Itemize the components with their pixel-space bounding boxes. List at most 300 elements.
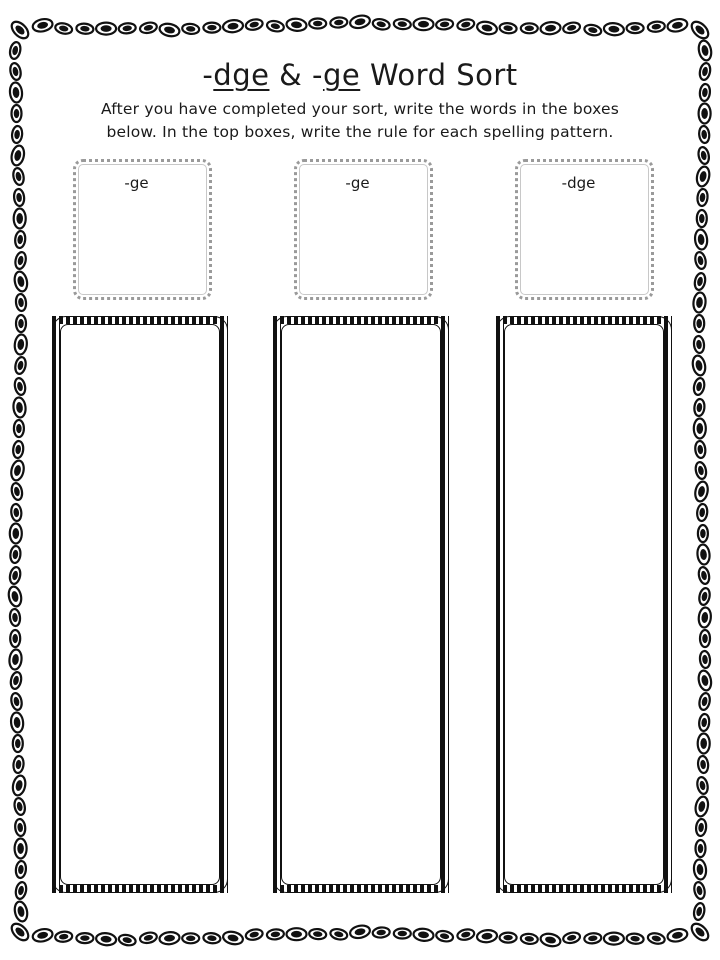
border-bead: [159, 931, 180, 945]
title-pattern-dge: dge: [213, 58, 270, 92]
border-bead: [694, 795, 710, 817]
border-bead-dot: [13, 464, 22, 476]
border-bead-dot: [524, 936, 534, 942]
border-bead-dot: [701, 674, 710, 686]
border-bead-dot: [697, 423, 704, 434]
instructions-line-2: below. In the top boxes, write the rule for each spelling pattern.: [106, 123, 614, 141]
border-bead: [13, 756, 25, 774]
border-bead-dot: [18, 298, 24, 308]
border-bead: [562, 21, 581, 34]
border-bead-dot: [503, 25, 513, 31]
border-bead-dot: [13, 508, 19, 518]
border-bead-dot: [671, 21, 683, 30]
border-bead: [13, 900, 29, 922]
border-bead-dot: [696, 297, 704, 309]
border-bead-dot: [697, 800, 706, 812]
border-bead: [10, 692, 23, 711]
border-bead: [12, 167, 25, 186]
border-bead-dot: [697, 234, 705, 246]
border-bead-dot: [694, 926, 706, 938]
border-bead-dot: [313, 21, 322, 27]
page-title: [0, 58, 720, 92]
border-bead-dot: [80, 25, 90, 31]
word-box-3-writing-area[interactable]: [504, 324, 664, 885]
border-bead: [520, 933, 538, 945]
border-bead-dot: [12, 550, 18, 560]
border-bead-dot: [699, 508, 705, 518]
border-bead: [540, 21, 561, 35]
border-bead: [693, 336, 705, 354]
border-bead-dot: [17, 255, 24, 265]
border-bead-dot: [696, 906, 703, 916]
border-bead-dot: [80, 935, 89, 941]
border-bead-dot: [701, 44, 710, 56]
border-bead: [499, 22, 517, 34]
border-bead: [697, 210, 707, 227]
border-bead-dot: [630, 25, 639, 31]
border-bead-dot: [17, 823, 23, 833]
border-bead: [694, 441, 706, 459]
border-bead-dot: [699, 170, 708, 182]
border-bead: [14, 209, 26, 229]
border-bead-dot: [17, 360, 24, 370]
border-bead-dot: [608, 25, 620, 33]
border-bead-dot: [270, 931, 280, 937]
border-bead: [696, 544, 710, 565]
border-bead-dot: [15, 779, 24, 791]
title-prefix-1: -: [202, 58, 214, 92]
border-bead: [695, 165, 711, 187]
border-bead-dot: [696, 885, 703, 895]
border-bead-dot: [439, 933, 449, 940]
border-bead: [118, 22, 136, 34]
border-bead: [695, 819, 707, 837]
border-bead: [583, 23, 602, 36]
border-bead: [32, 927, 54, 943]
border-bead-dot: [699, 214, 705, 223]
border-bead-dot: [16, 193, 22, 203]
border-bead: [15, 839, 27, 859]
border-bead-dot: [15, 445, 21, 455]
border-bead: [182, 23, 200, 35]
border-bead-dot: [17, 275, 26, 287]
border-bead-dot: [588, 935, 598, 941]
border-bead-dot: [702, 634, 708, 643]
border-bead-dot: [122, 936, 132, 943]
border-bead-dot: [544, 936, 556, 945]
border-bead-dot: [100, 935, 112, 943]
border-bead-dot: [481, 24, 493, 33]
border-bead-dot: [37, 21, 49, 30]
border-bead: [11, 126, 23, 144]
word-box-2-writing-area[interactable]: [281, 324, 441, 885]
border-bead-dot: [651, 935, 661, 942]
border-bead-dot: [397, 21, 407, 27]
border-bead-dot: [696, 340, 702, 350]
border-bead-dot: [59, 25, 69, 32]
border-bead: [436, 19, 454, 31]
border-bead: [55, 931, 73, 943]
border-bead: [500, 933, 517, 943]
border-bead: [12, 105, 22, 122]
border-bead-dot: [227, 934, 239, 943]
border-bead-dot: [207, 25, 216, 31]
border-bead-dot: [186, 936, 195, 942]
border-bead: [456, 18, 475, 31]
border-bead: [309, 19, 326, 29]
border-bead: [393, 18, 411, 30]
border-bead: [96, 932, 117, 946]
border-bead-dot: [503, 935, 512, 941]
border-bead-dot: [701, 130, 707, 140]
border-bead-dot: [566, 934, 576, 941]
border-bead: [562, 931, 581, 944]
border-bead-dot: [398, 931, 407, 937]
border-bead-dot: [12, 654, 20, 666]
border-bead-dot: [17, 905, 26, 917]
border-bead-dot: [696, 864, 704, 876]
border-bead-dot: [696, 319, 702, 328]
border-bead-dot: [354, 17, 366, 26]
border-bead-dot: [163, 26, 175, 35]
border-bead-dot: [525, 26, 534, 32]
border-bead: [10, 459, 26, 481]
border-bead: [7, 585, 23, 607]
border-bead: [692, 377, 705, 396]
border-bead: [287, 928, 307, 940]
border-bead-dot: [588, 26, 598, 33]
border-bead: [286, 18, 307, 32]
border-bead: [330, 17, 348, 29]
border-bead: [203, 932, 221, 944]
border-bead: [693, 902, 706, 921]
border-bead: [696, 840, 706, 857]
border-bead: [10, 630, 20, 647]
border-bead: [689, 19, 712, 42]
border-bead-dot: [695, 381, 702, 391]
border-bead-dot: [16, 381, 23, 391]
border-bead: [182, 933, 199, 943]
border-bead: [694, 461, 707, 480]
border-bead: [118, 933, 137, 946]
border-bead-dot: [186, 26, 196, 32]
border-bead-dot: [16, 213, 23, 224]
border-bead-dot: [566, 24, 576, 31]
border-bead-dot: [207, 935, 217, 941]
border-bead: [12, 441, 24, 459]
border-bead-dot: [701, 718, 707, 728]
border-bead-dot: [15, 171, 22, 181]
border-bead-dot: [461, 931, 471, 938]
border-bead: [9, 921, 32, 944]
border-bead-dot: [418, 21, 429, 28]
border-bead-dot: [696, 276, 703, 286]
border-bead: [13, 377, 26, 396]
border-bead: [394, 929, 411, 939]
border-bead-dot: [14, 24, 26, 36]
rule-box-2[interactable]: [294, 159, 433, 300]
border-bead-dot: [334, 19, 344, 25]
border-bead: [698, 126, 710, 144]
border-bead: [698, 587, 711, 606]
border-bead: [603, 22, 624, 36]
border-bead: [584, 932, 602, 944]
border-bead: [96, 23, 116, 35]
border-bead: [12, 397, 26, 418]
border-bead-dot: [700, 529, 706, 538]
rule-label-3: -dge: [561, 174, 596, 192]
border-bead: [10, 482, 23, 501]
border-bead: [647, 21, 665, 33]
border-bead-dot: [701, 612, 709, 624]
border-bead: [8, 566, 21, 585]
border-bead: [697, 146, 710, 165]
border-bead: [8, 649, 22, 670]
border-bead: [76, 933, 93, 943]
border-bead: [693, 272, 706, 291]
border-bead-dot: [671, 931, 683, 940]
border-bead-dot: [15, 760, 21, 770]
border-bead: [697, 756, 709, 774]
border-bead-dot: [699, 780, 706, 790]
border-bead: [13, 189, 25, 207]
border-bead-dot: [700, 549, 708, 561]
border-bead: [697, 566, 710, 585]
border-bead-dot: [16, 402, 24, 414]
border-bead-dot: [418, 931, 430, 939]
rule-label-1: -ge: [124, 174, 149, 192]
rule-label-2: -ge: [345, 174, 370, 192]
title-pattern-ge: ge: [322, 58, 361, 92]
border-bead: [32, 17, 54, 33]
border-bead: [139, 931, 158, 944]
border-bead-dot: [700, 570, 707, 580]
border-bead: [696, 776, 709, 795]
border-bead-dot: [291, 21, 303, 29]
border-bead: [139, 21, 158, 34]
border-bead-dot: [12, 634, 18, 643]
border-bead: [699, 651, 711, 669]
border-bead-dot: [17, 235, 23, 245]
border-bead: [700, 630, 710, 647]
border-bead: [10, 524, 22, 544]
border-bead: [698, 714, 710, 732]
border-bead-dot: [630, 935, 640, 941]
border-bead: [694, 419, 706, 439]
border-bead-dot: [164, 934, 176, 942]
border-bead-dot: [14, 130, 20, 140]
border-bead-dot: [101, 25, 112, 32]
border-bead-dot: [697, 465, 704, 475]
border-bead-dot: [376, 929, 386, 935]
border-bead: [699, 104, 711, 124]
border-bead-dot: [701, 108, 708, 119]
border-bead: [697, 189, 709, 207]
border-bead-dot: [249, 931, 259, 938]
border-bead: [14, 881, 27, 900]
border-bead: [476, 20, 498, 36]
border-bead: [14, 420, 24, 437]
border-bead-dot: [270, 23, 280, 30]
border-bead: [245, 928, 264, 941]
border-bead-dot: [697, 485, 706, 497]
border-bead-dot: [701, 591, 708, 601]
border-bead: [10, 144, 26, 166]
border-bead-dot: [700, 738, 707, 749]
border-bead: [14, 356, 27, 375]
border-bead: [693, 859, 707, 880]
border-bead-dot: [700, 760, 706, 770]
border-bead: [245, 18, 264, 31]
border-bead: [698, 525, 708, 542]
word-box-1-writing-area[interactable]: [60, 324, 220, 885]
border-bead-dot: [291, 931, 302, 938]
border-bead-dot: [376, 21, 386, 28]
border-bead-dot: [14, 926, 26, 938]
border-bead-dot: [13, 696, 20, 706]
border-bead: [691, 354, 707, 376]
border-bead-dot: [143, 24, 153, 31]
border-bead: [414, 18, 434, 30]
border-bead-dot: [696, 403, 702, 413]
border-bead-dot: [17, 843, 24, 854]
border-bead: [203, 23, 220, 33]
border-bead-dot: [700, 150, 707, 160]
border-bead-dot: [11, 570, 18, 580]
border-bead-dot: [13, 486, 20, 496]
border-bead-dot: [481, 932, 493, 940]
border-bead-dot: [17, 885, 24, 895]
border-bead-dot: [698, 823, 704, 833]
border-bead: [9, 19, 32, 42]
border-bead-dot: [461, 21, 471, 28]
border-bead: [693, 881, 706, 900]
border-bead-dot: [699, 193, 705, 203]
border-bead: [13, 797, 26, 816]
border-bead-dot: [440, 21, 450, 27]
border-bead: [309, 928, 327, 940]
border-bead: [222, 930, 244, 946]
border-bead: [692, 292, 706, 313]
border-bead-dot: [694, 24, 706, 36]
title-joiner: & -: [269, 58, 323, 92]
border-bead-dot: [11, 590, 20, 602]
border-bead: [698, 607, 712, 628]
border-bead: [666, 927, 688, 943]
border-bead: [14, 819, 26, 837]
border-bead: [456, 928, 475, 941]
instructions-line-1: After you have completed your sort, write the words in the boxes: [100, 100, 620, 118]
border-bead-dot: [59, 933, 69, 939]
border-bead: [697, 669, 713, 691]
border-bead-dot: [12, 613, 18, 623]
border-bead: [76, 23, 94, 35]
border-bead-dot: [695, 359, 704, 371]
border-bead: [413, 928, 434, 942]
border-bead: [10, 546, 22, 564]
border-bead: [13, 735, 23, 752]
border-bead-dot: [17, 339, 25, 351]
border-bead-dot: [697, 255, 704, 265]
border-bead: [694, 399, 706, 417]
border-bead: [14, 251, 27, 270]
border-bead-dot: [12, 675, 19, 685]
border-bead: [15, 861, 27, 879]
title-suffix: Word Sort: [360, 58, 518, 92]
border-bead: [698, 692, 711, 711]
border-bead-dot: [15, 739, 21, 748]
border-bead: [539, 932, 561, 948]
border-bead: [696, 504, 708, 522]
border-bead: [476, 929, 497, 943]
border-bead: [15, 294, 27, 312]
border-bead-dot: [143, 934, 153, 941]
rule-box-3[interactable]: [515, 159, 654, 300]
border-bead-dot: [18, 319, 24, 328]
border-bead-dot: [698, 844, 704, 853]
border-bead-dot: [227, 22, 239, 30]
rule-box-1[interactable]: [73, 159, 212, 300]
border-bead: [694, 315, 704, 332]
border-bead-dot: [651, 23, 661, 29]
border-bead: [9, 671, 22, 690]
border-bead-dot: [608, 935, 619, 942]
border-bead: [266, 20, 285, 33]
border-bead: [266, 929, 284, 941]
border-bead-dot: [18, 865, 24, 875]
border-bead: [626, 933, 644, 945]
border-bead: [9, 609, 21, 627]
border-bead: [11, 774, 27, 796]
border-bead-dot: [13, 149, 22, 161]
border-bead: [16, 315, 26, 332]
border-bead-dot: [702, 655, 708, 665]
border-bead: [694, 251, 707, 270]
border-bead-dot: [14, 109, 20, 118]
border-bead: [329, 928, 348, 941]
border-bead: [10, 712, 24, 733]
border-bead: [689, 921, 712, 944]
border-bead: [435, 930, 454, 943]
border-bead: [604, 933, 624, 945]
instructions: [60, 98, 660, 144]
border-bead-dot: [334, 931, 344, 938]
border-bead: [158, 22, 180, 38]
border-bead-dot: [354, 927, 366, 936]
border-bead: [14, 231, 26, 249]
border-bead: [349, 924, 371, 940]
border-bead: [10, 504, 22, 522]
border-bead-dot: [13, 717, 21, 729]
border-bead-dot: [16, 801, 23, 811]
border-bead: [13, 270, 29, 292]
border-bead: [349, 14, 371, 30]
border-bead: [694, 480, 710, 502]
border-bead-dot: [122, 25, 132, 31]
border-bead: [698, 734, 710, 754]
border-bead-dot: [701, 696, 708, 706]
border-bead: [647, 932, 666, 945]
border-bead-dot: [37, 931, 49, 940]
border-bead: [627, 23, 644, 33]
border-bead-dot: [249, 21, 259, 28]
border-bead: [14, 334, 28, 355]
border-bead: [372, 927, 390, 939]
border-bead-dot: [313, 931, 323, 937]
border-bead-dot: [697, 445, 703, 455]
border-bead: [666, 17, 688, 33]
border-bead-dot: [16, 424, 22, 433]
